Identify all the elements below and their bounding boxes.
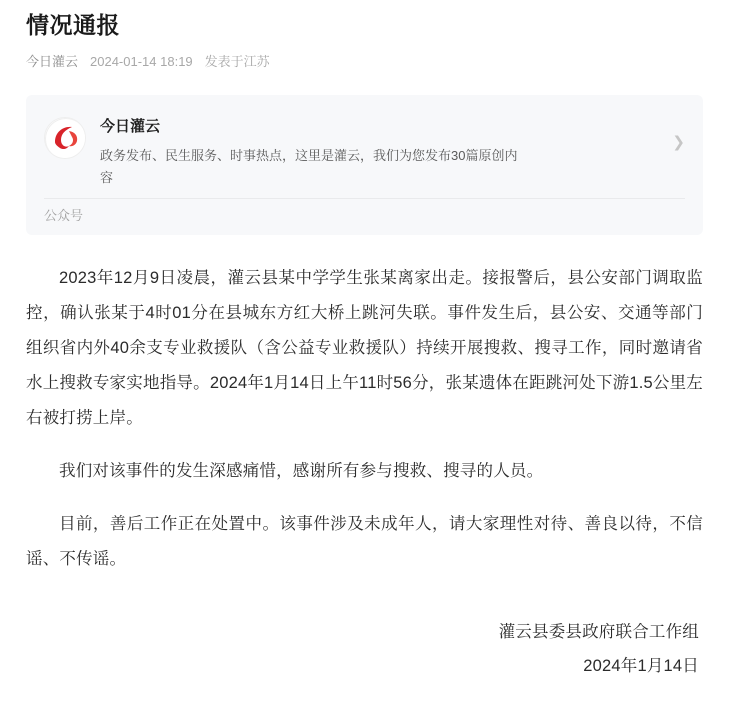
signature-block xyxy=(26,615,703,683)
account-info xyxy=(100,117,685,189)
account-logo-icon xyxy=(44,117,86,159)
paragraph: 2023年12月9日凌晨，灌云县某中学学生张某离家出走。接报警后，县公安部门调取监控，确认张某于4时01分在县城东方红大桥上跳河失联。事件发生后，县公安、交通等部门组织省内外40余支专业救援队（含公益专业救援队）持续开展搜救、搜寻工作，同时邀请省水上搜救专家实地指导。2024年1月14日上午11时56分，张某遗体在距跳河处下游1.5公里左右被打捞上岸。 xyxy=(26,269,703,427)
article-page xyxy=(0,8,729,708)
account-name: 今日灌云 xyxy=(100,118,161,135)
signature-date: 2024年1月14日 xyxy=(583,657,699,675)
meta-location: 发表于江苏 xyxy=(204,54,270,69)
paragraph: 我们对该事件的发生深感痛惜，感谢所有参与搜救、搜寻的人员。 xyxy=(59,462,544,480)
meta-account-name[interactable]: 今日灌云 xyxy=(26,54,79,69)
account-card[interactable] xyxy=(26,95,703,235)
meta-publish-date: 2024-01-14 18:19 xyxy=(90,54,193,69)
article-meta xyxy=(26,53,703,71)
card-divider xyxy=(44,198,685,199)
account-type-tag: 公众号 xyxy=(44,208,84,223)
chevron-right-icon[interactable]: ❯ xyxy=(672,134,685,151)
account-card-main xyxy=(44,117,685,189)
signature-org: 灌云县委县政府联合工作组 xyxy=(498,623,699,641)
page-title: 情况通报 xyxy=(26,12,120,38)
article-body xyxy=(26,261,703,577)
paragraph: 目前，善后工作正在处置中。该事件涉及未成年人，请大家理性对待、善良以待，不信谣、不传谣。 xyxy=(26,515,703,568)
account-description: 政务发布、民生服务、时事热点，这里是灌云，我们为您发布30篇原创内容 xyxy=(100,148,518,185)
